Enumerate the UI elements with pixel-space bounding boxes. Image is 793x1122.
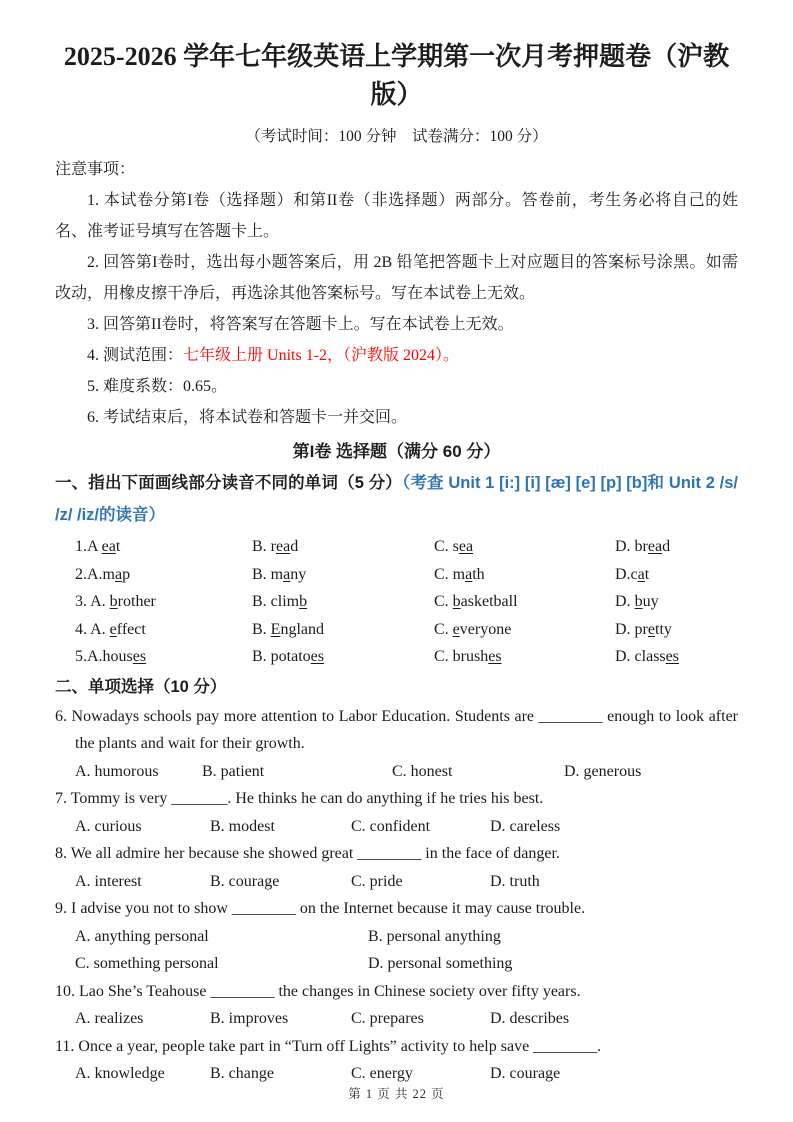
options-row [55,813,738,841]
phonics-row [55,561,738,589]
phonics-option: C. sea [434,538,474,555]
notice-item: 6. 考试结束后，将本试卷和答题卡一并交回。 [87,409,408,426]
notice-item: 5. 难度系数：0.65。 [87,378,228,395]
question [55,840,738,895]
question-stem: 7. Tommy is very _______. He thinks he can do anything if he tries his best. [55,790,544,807]
phonics-option: B. England [252,620,324,638]
notice-item-scope-label: 4. 测试范围： [87,347,184,364]
option: B. patient [202,762,265,780]
options-row [55,868,738,896]
option: B. modest [210,817,275,835]
notice-item-scope-range: 七年级上册 Units 1-2，（沪教版 2024）。 [183,347,460,364]
exam-time-score: （考试时间：100 分钟 试卷满分：100 分） [245,128,548,145]
option: D. truth [490,872,540,890]
option: D. personal something [368,955,513,972]
phonics-option: C. basketball [434,593,518,610]
option: A. realizes [75,1010,144,1027]
question [55,703,738,786]
page-number: 第 1 页 共 22 页 [348,1087,445,1101]
question [55,1033,738,1088]
option: D. generous [564,762,642,780]
option: C. pride [351,872,403,890]
section1-heading [55,467,738,531]
question-stem: 8. We all admire her because she showed great ________ in the face of danger. [55,845,560,862]
phonics-option: B. read [252,538,299,555]
options-row [55,1005,738,1033]
phonics-option: C. math [434,565,485,583]
option: A. humorous [75,762,159,780]
option: D. courage [490,1065,561,1082]
notice-heading: 注意事项： [55,161,136,178]
phonics-option: D. buy [615,593,659,610]
phonics-option: 3. A. brother [75,593,156,610]
phonics-option: C. brushes [434,648,502,665]
options-row [55,758,738,786]
option: B. change [210,1065,274,1082]
section2-heading: 二、单项选择（10 分） [55,677,227,696]
phonics-option: B. climb [252,593,308,610]
option: A. knowledge [75,1065,165,1082]
option: B. courage [210,872,280,890]
question [55,785,738,840]
phonics-row [55,643,738,671]
phonics-option: 5.A.houses [75,648,147,665]
section1-heading-note: （考查 Unit 1 [i:] [i] [æ] [e] [p] [b]和 Unit 2 /s/ /z/ /iz/的读音） [55,474,738,524]
option: A. curious [75,817,142,835]
option: B. personal anything [368,927,501,945]
question [55,978,738,1033]
option: B. improves [210,1010,289,1027]
option: D. describes [490,1010,570,1027]
notice-item: 1. 本试卷分第I卷（选择题）和第II卷（非选择题）两部分。答卷前，考生务必将自己的姓名、准考证号填写在答题卡上。 [55,192,738,240]
options-row [55,923,738,978]
phonics-option: B. many [252,565,307,583]
phonics-row [55,533,738,561]
option: C. honest [392,762,453,780]
notice-item: 3. 回答第II卷时，将答案写在答题卡上。写在本试卷上无效。 [87,316,514,333]
notice-item: 2. 回答第I卷时，选出每小题答案后，用 2B 铅笔把答题卡上对应题目的答案标号涂黑。如需改动，用橡皮擦干净后，再选涂其他答案标号。写在本试卷上无效。 [55,254,738,302]
phonics-option: D. bread [615,538,671,555]
option: D. careless [490,817,561,835]
question-stem: 10. Lao She’s Teahouse ________ the changes in Chinese society over fifty years. [55,982,581,1000]
page-title: 2025-2026 学年七年级英语上学期第一次月考押题卷（沪教版） [63,42,730,109]
phonics-table [55,533,738,671]
notice-item-scope [55,340,738,371]
phonics-row [55,616,738,644]
question-stem: 9. I advise you not to show ________ on the Internet because it may cause trouble. [55,900,586,917]
section2-questions [55,703,738,1088]
option: C. confident [351,817,431,835]
section1-heading-main: 一、指出下面画线部分读音不同的单词（5 分） [55,474,402,492]
phonics-option: D.cat [615,565,650,583]
phonics-option: 1.A eat [75,538,121,555]
question-stem: 11. Once a year, people take part in “Turn off Lights” activity to help save ________. [55,1037,602,1055]
part1-heading: 第I卷 选择题（满分 60 分） [292,442,501,461]
phonics-row [55,588,738,616]
phonics-option: 2.A.map [75,565,131,583]
option: A. interest [75,872,142,890]
option: A. anything personal [75,927,209,945]
question-stem: 6. Nowadays schools pay more attention to Labor Education. Students are ________ enough to look after the plants and wait for their growth. [55,707,738,752]
phonics-option: 4. A. effect [75,620,146,638]
phonics-option: B. potatoes [252,648,324,665]
question [55,895,738,978]
option: C. something personal [75,955,219,972]
phonics-option: C. everyone [434,620,512,638]
option: C. prepares [351,1010,424,1027]
phonics-option: D. classes [615,648,679,665]
option: C. energy [351,1065,413,1082]
phonics-option: D. pretty [615,620,672,638]
notice-section [55,154,738,433]
